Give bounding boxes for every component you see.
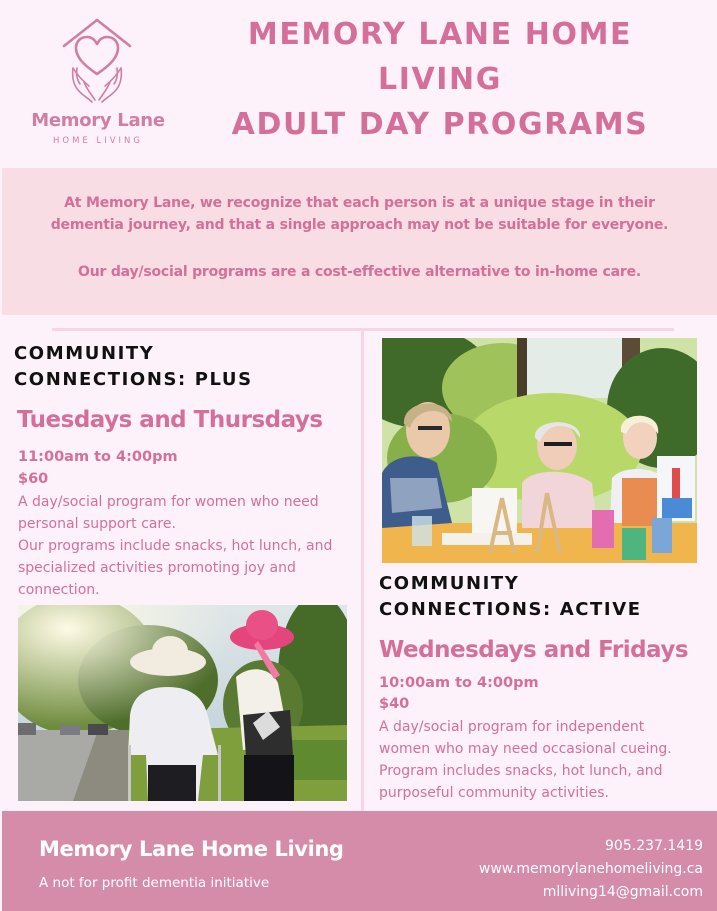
description-line: Our programs include snacks, hot lunch, and	[18, 538, 333, 554]
vertical-divider	[361, 330, 364, 811]
house-heart-hands-icon	[62, 16, 132, 108]
logo-subtitle: HOME LIVING	[53, 136, 143, 146]
program-title-line: COMMUNITY	[379, 573, 520, 594]
intro-paragraph-1: At Memory Lane, we recognize that each person is at a unique stage in their dementia journey, and that a single approach may not be suitable for everyone.	[50, 195, 669, 233]
footer-org-name: Memory Lane Home Living	[39, 837, 344, 861]
intro-banner	[2, 168, 717, 315]
title-line-1: MEMORY LANE HOME	[247, 17, 633, 52]
description-line: A day/social program for independent	[379, 719, 645, 735]
page-title	[200, 12, 680, 147]
program-title-line: CONNECTIONS: ACTIVE	[379, 599, 642, 620]
footer-tagline: A not for profit dementia initiative	[39, 875, 270, 891]
program-price: $40	[379, 696, 410, 712]
program-title	[14, 341, 253, 393]
intro-paragraph-2: Our day/social programs are a cost-effective alternative to in-home care.	[78, 264, 641, 280]
description-line: connection.	[18, 582, 100, 598]
program-days: Tuesdays and Thursdays	[17, 407, 323, 433]
footer-contact	[479, 835, 703, 904]
description-line: personal support care.	[18, 516, 176, 532]
program-title-line: COMMUNITY	[14, 343, 155, 364]
description-line: specialized activities promoting joy and	[18, 560, 296, 576]
title-line-3: ADULT DAY PROGRAMS	[231, 107, 649, 142]
footer-phone[interactable]: 905.237.1419	[605, 838, 703, 854]
program-title-line: CONNECTIONS: PLUS	[14, 369, 253, 390]
description-line: purposeful community activities.	[379, 785, 609, 801]
footer-website-link[interactable]: www.memorylanehomeliving.ca	[478, 861, 703, 877]
logo	[22, 14, 178, 154]
header	[0, 0, 717, 168]
title-line-2: LIVING	[378, 62, 502, 97]
footer-email-link[interactable]: mlliving14@gmail.com	[542, 884, 703, 900]
program-time: 10:00am to 4:00pm	[379, 675, 539, 691]
program-time: 11:00am to 4:00pm	[18, 449, 178, 465]
program-description	[379, 716, 714, 804]
description-line: A day/social program for women who need	[18, 494, 319, 510]
program-title	[379, 571, 642, 623]
program-description	[18, 491, 358, 601]
program-price: $60	[18, 471, 49, 487]
description-line: women who may need occasional cueing.	[379, 741, 672, 757]
photo-painting-women	[382, 338, 697, 563]
photo-walking-women	[18, 605, 347, 801]
description-line: Program includes snacks, hot lunch, and	[379, 763, 663, 779]
logo-name: Memory Lane	[31, 110, 165, 131]
footer	[2, 811, 717, 911]
program-days: Wednesdays and Fridays	[379, 637, 689, 663]
